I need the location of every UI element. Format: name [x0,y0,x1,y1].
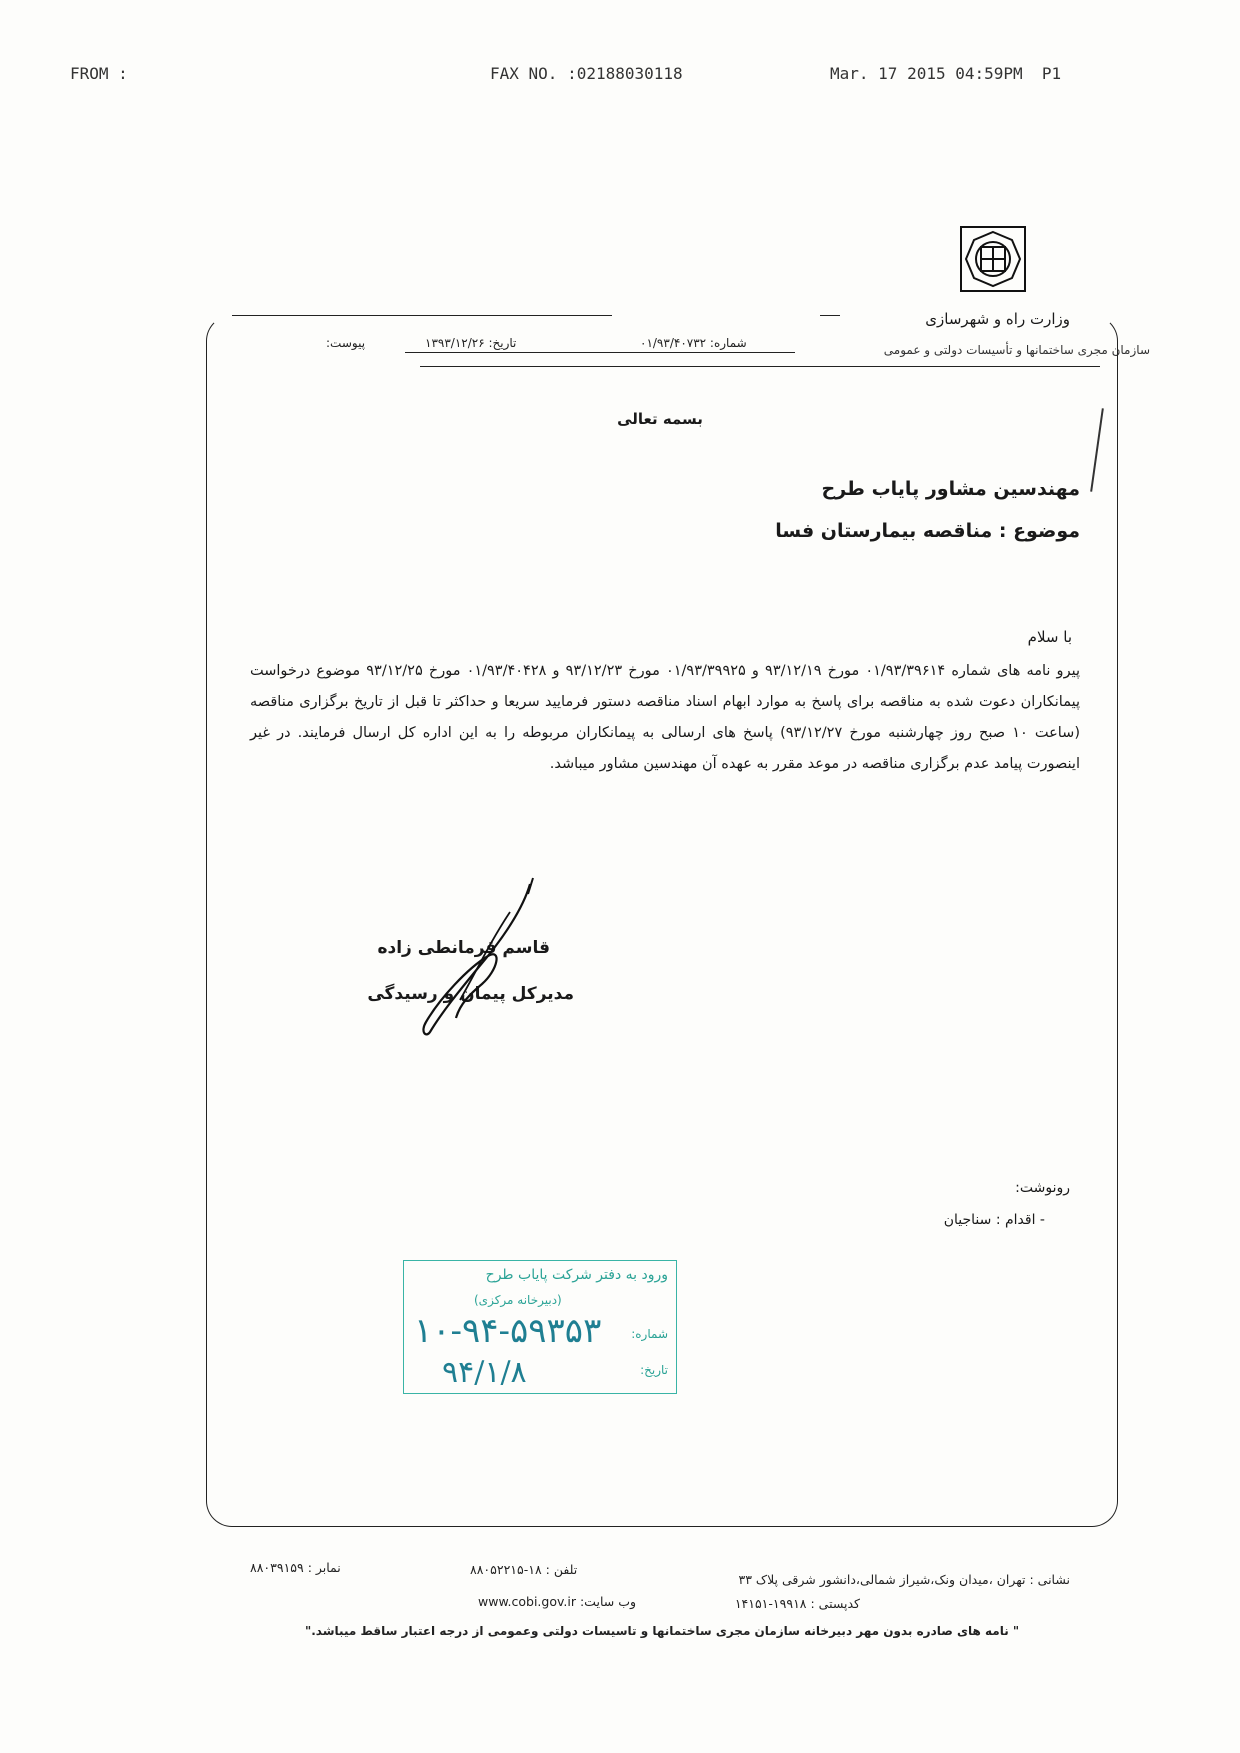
fax-page: P1 [1041,64,1062,83]
fax-from: FROM : [70,64,128,83]
stamp-date: ۹۴/۱/۸ [442,1355,527,1390]
stamp-subtitle: (دبیرخانه مرکزی) [474,1293,562,1307]
frame-top-border-right [820,315,840,316]
fax-datetime-text: Mar. 17 2015 04:59PM [830,64,1023,83]
invocation: بسمه تعالی [617,410,703,428]
footer-website: وب سایت: www.cobi.gov.ir [478,1594,636,1609]
stamp-number: ۱۰-۹۴-۵۹۳۵۳ [414,1311,602,1351]
fax-header [70,64,1120,88]
signer-name: قاسم قرمانطی زاده [377,938,550,958]
stamp-date-label: تاریخ: [640,1363,668,1377]
cc-item: - اقدام : سناجیان [943,1212,1045,1228]
letter-body: پیرو نامه های شماره ۰۱/۹۳/۳۹۶۱۴ مورخ ۹۳/۱۲/۱۹ و ۰۱/۹۳/۳۹۹۲۵ مورخ ۹۳/۱۲/۲۳ و ۰۱/۹۳/۴۰۴۲۸ مورخ ۹۳/۱۲/۲۵ موضوع درخواست پیمانکاران دعوت شده به مناقصه برای پاسخ به موارد ابهام اسناد مناقصه دستور فرمایید سریعا و حداکثر تا قبل از تاریخ برگزاری مناقصه (ساعت ۱۰ صبح روز چهارشنبه مورخ ۹۳/۱۲/۲۷) پاسخ های ارسالی به پیمانکاران مربوطه را به این اداره کل ارسال فرمایند. در غیر اینصورت پیامد عدم برگزاری مناقصه در موعد مقرر به عهده آن مهندسین مشاور میباشد. [250,663,1080,772]
signer-title: مدیرکل پیمان و رسیدگی [367,984,574,1004]
ministry-logo-icon [960,226,1026,292]
ministry-name: وزارت راه و شهرسازی [925,310,1070,328]
footer-fax: نمابر : ۸۸۰۳۹۱۵۹ [250,1560,341,1575]
stamp-title: ورود به دفتر شرکت پایاب طرح [485,1267,668,1283]
recipient: مهندسین مشاور پایاب طرح [821,478,1080,500]
fax-number: FAX NO. :02188030118 [490,64,683,83]
letter-number: شماره: ۰۱/۹۳/۴۰۷۳۲ [640,336,747,350]
footer-tel: تلفن : ۱۸-۸۸۰۵۲۲۱۵ [470,1562,578,1577]
footer-postal-code: کدپستی : ۱۹۹۱۸-۱۴۱۵۱ [734,1596,860,1611]
subject: موضوع : مناقصه بیمارستان فسا [775,520,1080,542]
organization-name: سازمان مجری ساختمانها و تأسیسات دولتی و عمومی [883,343,1150,357]
letter-date: تاریخ: ۱۳۹۳/۱۲/۲۶ [425,336,517,350]
stamp-number-label: شماره: [631,1327,668,1341]
cc-label: رونوشت: [1015,1180,1070,1196]
fax-datetime [830,64,1061,83]
handwritten-signature [390,872,560,1042]
receipt-stamp [403,1260,677,1394]
frame-top-border [232,315,612,316]
footer-note: " نامه های صادره بدون مهر دبیرخانه سازمان مجری ساختمانها و تاسیسات دولتی وعمومی از درجه اعتبار ساقط میباشد." [305,1624,1020,1638]
salutation: با سلام [1027,628,1072,646]
letter-attachment: پیوست: [326,336,366,350]
frame-inner-line [420,366,1100,367]
footer-address: نشانی : تهران ،میدان ونک،شیراز شمالی،دانشور شرقی پلاک ۳۳ [738,1572,1070,1587]
